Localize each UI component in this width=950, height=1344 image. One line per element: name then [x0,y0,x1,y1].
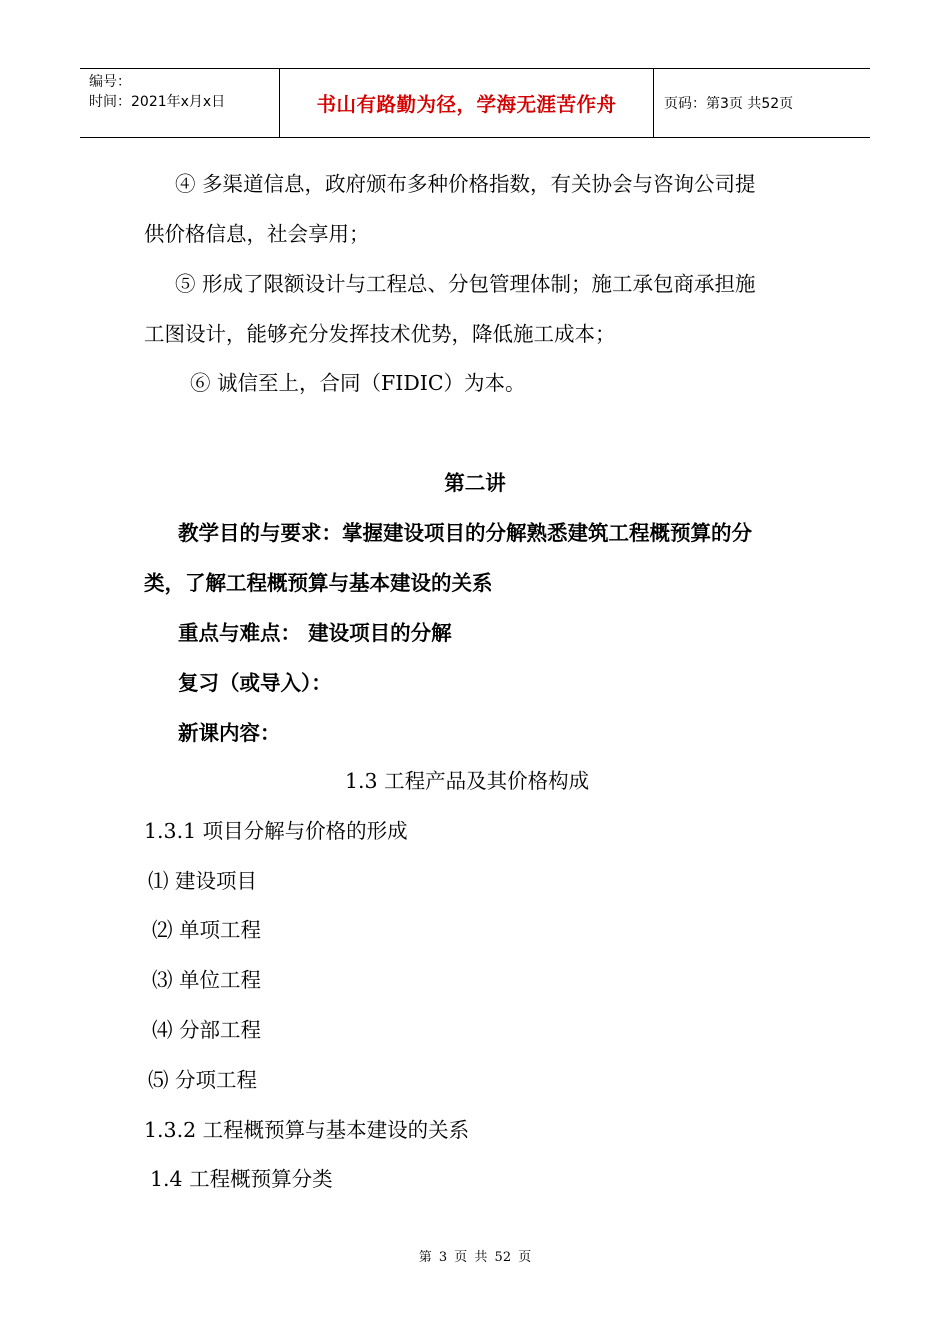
list-item: ⑴ 建设项目 [148,869,258,893]
item-5-line-1: ⑤ 形成了限额设计与工程总、分包管理体制；施工承包商承担施 [175,272,756,296]
list-item: ⑸ 分项工程 [148,1068,258,1092]
header-motto: 书山有路勤为径，学海无涯苦作舟 [280,69,654,137]
header-meta [80,69,280,137]
key-points: 重点与难点： 建设项目的分解 [178,621,452,645]
page-header [80,68,870,138]
item-5-line-2: 工图设计，能够充分发挥技术优势，降低施工成本； [144,322,616,346]
lecture-title: 第二讲 [444,471,506,495]
section-1-3-heading: 1.3 工程产品及其价格构成 [345,769,590,793]
section-1-3-2-heading: 1.3.2 工程概预算与基本建设的关系 [144,1118,470,1142]
objectives-line-2: 类，了解工程概预算与基本建设的关系 [144,571,493,595]
header-page-info: 页码：第3页 共52页 [664,96,794,112]
section-1-3-1-heading: 1.3.1 项目分解与价格的形成 [144,819,408,843]
item-4-line-2: 供价格信息，社会享用； [144,222,370,246]
time-label: 时间：2021年x月x日 [89,94,226,110]
section-1-4-heading: 1.4 工程概预算分类 [150,1167,333,1191]
item-4-line-1: ④ 多渠道信息，政府颁布多种价格指数，有关协会与咨询公司提 [175,172,756,196]
new-content-heading: 新课内容： [178,721,281,745]
item-6: ⑥ 诚信至上，合同（FIDIC）为本。 [190,371,526,395]
page-footer: 第 3 页 共 52 页 [418,1250,532,1265]
list-item: ⑶ 单位工程 [152,968,262,992]
number-label: 编号： [89,74,131,90]
review-heading: 复习（或导入）： [178,671,332,695]
objectives-line-1: 教学目的与要求：掌握建设项目的分解熟悉建筑工程概预算的分 [178,521,752,545]
list-item: ⑷ 分部工程 [152,1018,262,1042]
list-item: ⑵ 单项工程 [152,918,262,942]
